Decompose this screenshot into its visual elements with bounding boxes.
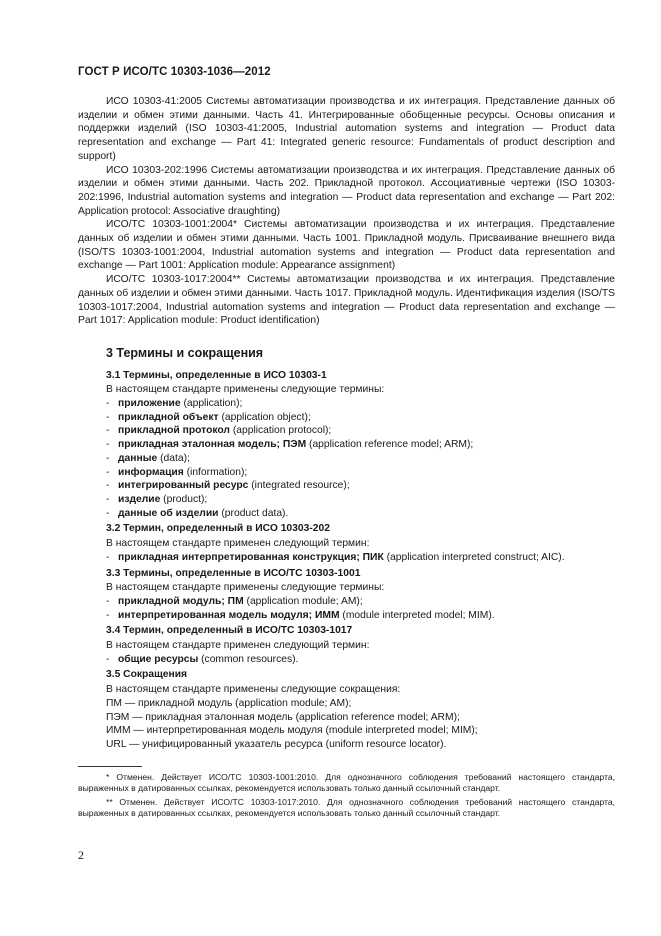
term-item bbox=[106, 397, 615, 411]
dash-marker: - bbox=[106, 398, 110, 410]
section-3-heading: 3 Термины и сокращения bbox=[106, 345, 264, 360]
term-translation: (module interpreted model; MIM). bbox=[339, 609, 495, 621]
subsection-intro: В настоящем стандарте применены следующие термины: bbox=[106, 582, 385, 594]
abbreviation-item: URL — унифицированный указатель ресурса (uniform resource locator). bbox=[106, 738, 447, 750]
subsection-3-1-heading: 3.1 Термины, определенные в ИСО 10303-1 bbox=[106, 369, 327, 381]
dash-marker: - bbox=[106, 439, 110, 451]
dash-marker: - bbox=[106, 411, 110, 423]
abbreviation-item: ПМ — прикладной модуль (application module; AM); bbox=[106, 697, 352, 709]
subsection-intro: В настоящем стандарте применен следующий термин: bbox=[106, 538, 370, 550]
term-item bbox=[106, 452, 615, 466]
abbreviation-item: ИММ — интерпретированная модель модуля (module interpreted model; MIM); bbox=[106, 725, 478, 737]
term-name: прикладная интерпретированная конструкция; ПИК bbox=[118, 551, 384, 563]
term-name: данные bbox=[118, 452, 158, 464]
dash-marker: - bbox=[106, 493, 110, 505]
term-translation: (common resources). bbox=[198, 653, 299, 665]
term-list-3-2 bbox=[78, 551, 615, 565]
term-name: прикладной объект bbox=[118, 411, 219, 423]
term-translation: (application protocol); bbox=[229, 425, 332, 437]
term-item bbox=[106, 424, 615, 438]
term-name: прикладная эталонная модель; ПЭМ bbox=[118, 439, 307, 451]
term-item bbox=[106, 493, 615, 507]
term-name: изделие bbox=[118, 493, 161, 505]
subsection-intro: В настоящем стандарте применен следующий термин: bbox=[106, 640, 370, 652]
reference-item: ИСО 10303-202:1996 Системы автоматизации производства и их интеграция. Представление данных об изделии и обмен этими данными. Часть 202. Прикладной протокол. Ассоциативные чертежи (ISO 10303-202:1996, Industrial automation systems and integration — Product data representation and exchange — Part 202: Application protocol: Associative draughting) bbox=[78, 164, 615, 217]
dash-marker: - bbox=[106, 452, 110, 464]
page-content bbox=[78, 95, 615, 752]
term-name: данные об изделии bbox=[118, 507, 219, 519]
term-name: информация bbox=[118, 466, 184, 478]
term-name: приложение bbox=[118, 398, 181, 410]
term-item bbox=[106, 479, 615, 493]
term-item bbox=[106, 411, 615, 425]
term-translation: (application object); bbox=[218, 411, 311, 423]
term-item bbox=[106, 551, 615, 565]
subsection-3-2-heading: 3.2 Термин, определенный в ИСО 10303-202 bbox=[106, 523, 330, 535]
term-name: прикладной протокол bbox=[118, 425, 230, 437]
term-translation: (data); bbox=[157, 452, 190, 464]
dash-marker: - bbox=[106, 507, 110, 519]
term-item bbox=[106, 466, 615, 480]
term-name: общие ресурсы bbox=[118, 653, 199, 665]
term-translation: (product); bbox=[160, 493, 208, 505]
subsection-intro: В настоящем стандарте применены следующие термины: bbox=[106, 384, 385, 396]
term-translation: (application reference model; ARM); bbox=[306, 439, 474, 451]
term-item bbox=[106, 507, 615, 521]
subsection-3-5-heading: 3.5 Сокращения bbox=[106, 669, 188, 681]
dash-marker: - bbox=[106, 551, 110, 563]
page-number: 2 bbox=[78, 848, 84, 862]
dash-marker: - bbox=[106, 595, 110, 607]
dash-marker: - bbox=[106, 609, 110, 621]
abbreviation-item: ПЭМ — прикладная эталонная модель (application reference model; ARM); bbox=[106, 711, 460, 723]
term-item bbox=[106, 595, 615, 609]
footnote-divider bbox=[78, 766, 142, 767]
reference-item: ИСО 10303-41:2005 Системы автоматизации производства и их интеграция. Представление данных об изделии и обмен этими данными. Часть 41. Интегрированные обобщенные ресурсы. Основы описания и поддержки изделий (ISO 10303-41:2005, Industrial automation systems and integration — Product data representation and exchange — Part 41: Integrated generic resource: Fundamentals of product description and support) bbox=[78, 96, 615, 162]
dash-marker: - bbox=[106, 425, 110, 437]
reference-item: ИСО/ТС 10303-1017:2004** Системы автоматизации производства и их интеграция. Представление данных об изделии и обмен этими данными. Часть 1017. Прикладной модуль. Идентификация изделия (ISO/TS 10303-1017:2004, Industrial automation systems and integration — Product data representation and exchange — Part 1017: Application module: Product identification) bbox=[78, 274, 615, 327]
term-translation: (information); bbox=[183, 466, 248, 478]
footnotes bbox=[78, 772, 615, 822]
term-name: интегрированный ресурс bbox=[118, 480, 249, 492]
footnote-item: * Отменен. Действует ИСО/ТС 10303-1001:2010. Для однозначного соблюдения требований настоящего стандарта, выраженных в датированных ссылках, рекомендуется использовать только данный ссылочный стандарт. bbox=[78, 772, 615, 794]
subsection-3-3-heading: 3.3 Термины, определенные в ИСО/ТС 10303-1001 bbox=[106, 567, 361, 579]
subsection-3-4-heading: 3.4 Термин, определенный в ИСО/ТС 10303-1017 bbox=[106, 625, 353, 637]
dash-marker: - bbox=[106, 480, 110, 492]
term-translation: (product data). bbox=[218, 507, 289, 519]
term-list-3-3 bbox=[78, 595, 615, 622]
normative-references bbox=[78, 95, 615, 328]
term-translation: (integrated resource); bbox=[248, 480, 350, 492]
term-item bbox=[106, 653, 615, 667]
term-translation: (application interpreted construct; AIC). bbox=[383, 551, 565, 563]
footnote-item: ** Отменен. Действует ИСО/ТС 10303-1017:2010. Для однозначного соблюдения требований настоящего стандарта, выраженных в датированных ссылках, рекомендуется использовать только данный ссылочный стандарт. bbox=[78, 796, 615, 819]
term-translation: (application module; AM); bbox=[243, 595, 363, 607]
term-list-3-1 bbox=[78, 397, 615, 520]
reference-item: ИСО/ТС 10303-1001:2004* Системы автоматизации производства и их интеграция. Представление данных об изделии и обмен этими данными. Часть 1001. Прикладной модуль. Присваивание внешнего вида (ISO/TS 10303-1001:2004, Industrial automation systems and integration — Product data representation and exchange — Part 1001: Application module: Appearance assignment) bbox=[78, 219, 615, 272]
term-name: прикладной модуль; ПМ bbox=[118, 595, 244, 607]
subsection-intro: В настоящем стандарте применены следующие сокращения: bbox=[106, 684, 401, 696]
term-name: интерпретированная модель модуля; ИММ bbox=[118, 609, 340, 621]
document-header: ГОСТ Р ИСО/ТС 10303-1036—2012 bbox=[78, 66, 271, 78]
dash-marker: - bbox=[106, 653, 110, 665]
term-item bbox=[106, 438, 615, 452]
term-item bbox=[106, 609, 615, 623]
dash-marker: - bbox=[106, 466, 110, 478]
term-translation: (application); bbox=[180, 398, 243, 410]
term-list-3-4 bbox=[78, 653, 615, 667]
